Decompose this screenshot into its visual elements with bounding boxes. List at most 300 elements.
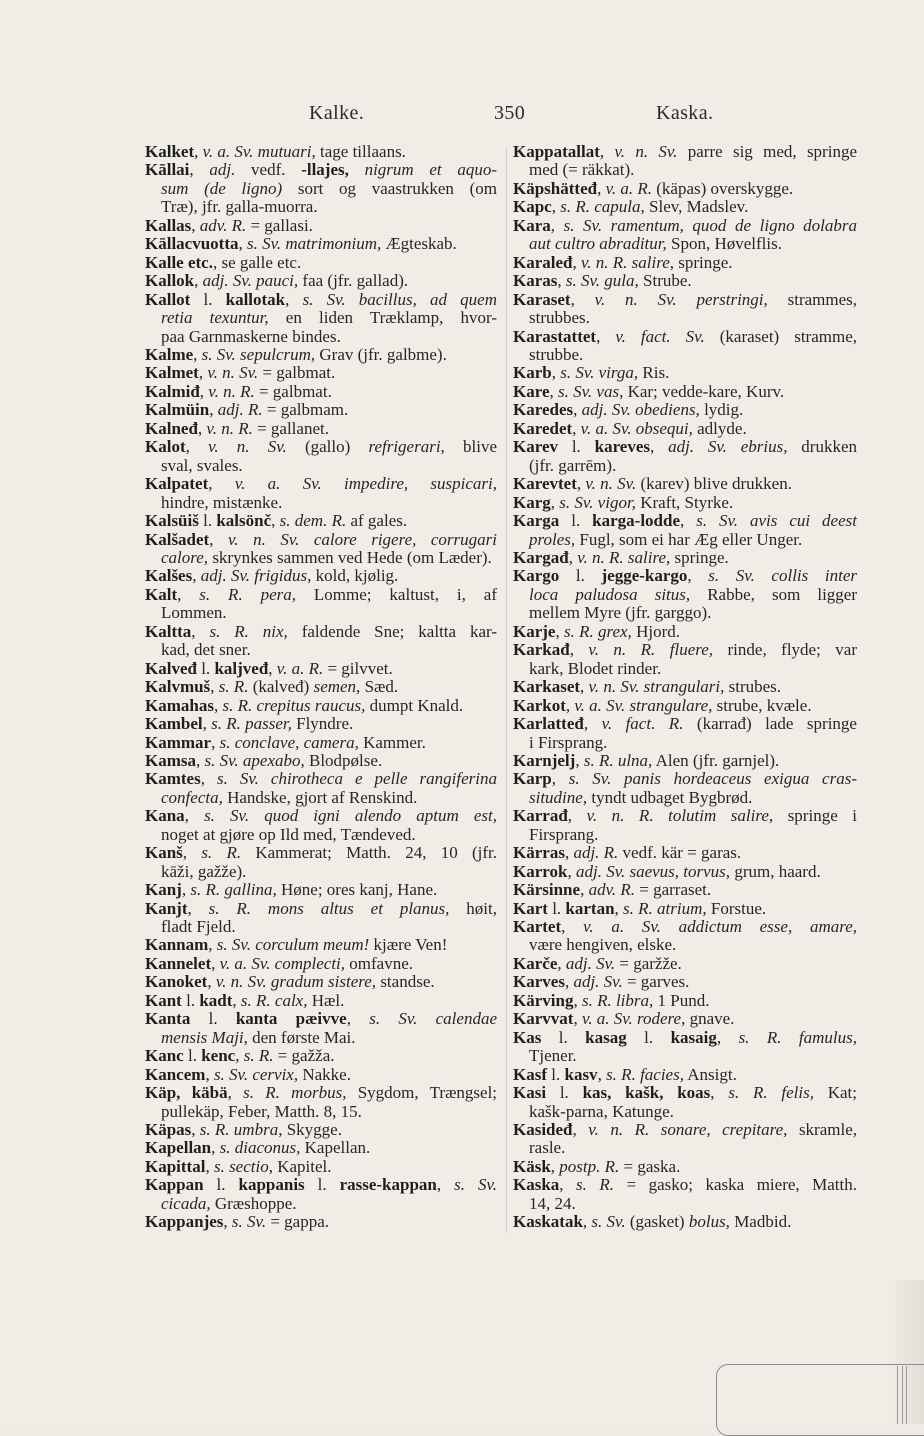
translation: , [572,418,581,438]
translation: Ris. [638,363,670,383]
dictionary-entry [513,752,857,770]
entry-first-line [145,734,497,752]
entry-first-line [513,567,857,585]
entry-first-line [145,1047,497,1065]
headword: Karje [513,621,556,641]
translation: , [198,363,208,383]
translation: , [202,714,212,734]
latin-gloss: v. n. Sv. perstringi, [594,289,768,309]
dictionary-entry [513,272,857,290]
headword: Kapc [513,197,552,217]
translation: være hengiven, elske. [529,935,677,955]
entry-continuation-line [513,660,857,678]
translation: , [346,1009,370,1029]
latin-gloss: adj. Sv. [573,972,623,992]
translation: , [687,566,709,586]
dictionary-entry [145,1158,497,1176]
entry-first-line [145,1176,497,1194]
translation: , [271,511,280,531]
latin-gloss: s. Sv. chirotheca e pelle rangiferina [216,769,498,789]
translation: 1 Pund. [653,990,710,1010]
headword: Kärsinne [513,880,581,900]
translation: , [185,437,209,457]
latin-gloss: adj. Sv. obediens, [581,400,700,420]
translation: , [210,677,219,697]
translation: høit, [449,898,497,918]
dictionary-entry [513,328,857,365]
translation: , [436,1175,455,1195]
dictionary-entry [145,567,497,585]
translation: i Firsprang. [529,732,608,752]
entry-continuation-line [513,235,857,253]
headword: Karvvat [513,1009,574,1029]
headword: Kalmet [145,363,199,383]
translation: sval, svales. [161,455,243,475]
translation: kark, Blodet rinder. [529,658,662,678]
entry-first-line [513,198,857,216]
dictionary-entry [145,900,497,937]
latin-gloss: v. n. Sv. strangulari, [588,677,725,697]
latin-gloss: s. R. morbus, [243,1083,347,1103]
headword: Kappatallat [513,142,600,161]
entry-first-line [513,1176,857,1194]
entry-first-line [145,567,497,585]
headword: kallotak [225,289,286,309]
latin-gloss: s. R. [218,677,249,697]
entry-first-line [145,1139,497,1157]
headword: Kapittal [145,1156,206,1176]
latin-gloss: refrigerari, [368,437,445,457]
latin-gloss: s. Sv. [591,1212,626,1232]
translation: Hjord. [631,621,680,641]
latin-gloss: s. R. nix, [209,621,288,641]
translation: , [194,271,203,291]
translation: , [211,732,220,752]
headword: Karves [513,972,565,992]
entry-first-line [513,1010,857,1028]
dictionary-entry [513,438,857,475]
translation: , [268,658,277,678]
translation: , [573,1009,582,1029]
entry-continuation-line [145,1195,497,1213]
dictionary-entry [145,973,497,991]
entry-first-line [145,475,497,493]
page-edge-line [902,1366,903,1424]
headword: Karaleđ [513,252,573,272]
dictionary-entry [145,752,497,770]
latin-gloss: retia texuntur, [161,308,269,328]
headword: Kärving [513,990,574,1010]
translation: , [710,1083,729,1103]
translation: = garves. [622,972,690,992]
latin-gloss: s. R. libra, [581,990,654,1010]
translation: , [209,529,229,549]
latin-gloss: s. diaconus, [219,1138,301,1158]
headword: kasv [564,1064,598,1084]
dictionary-entry [513,420,857,438]
translation: , [207,972,216,992]
latin-gloss: v. fact. Sv. [615,326,705,346]
headword: Kasi [513,1083,547,1103]
entry-first-line [145,235,497,253]
entry-continuation-line [513,789,857,807]
latin-gloss: s. Sv. vigor, [559,492,636,512]
translation: , [650,437,669,457]
translation: blive [444,437,497,457]
latin-gloss: s. Sv. bacillus, ad quem [302,289,497,309]
left-column [145,143,497,1232]
translation: , [194,142,203,161]
headword: Kalket [145,142,195,161]
translation: (karaset) stramme, [704,326,858,346]
entry-first-line [513,328,857,346]
latin-gloss: s. Sv. gula, [565,271,639,291]
latin-gloss: v. a. Sv. impedire, suspicari, [234,474,497,494]
entry-first-line [513,549,857,567]
headword: Kappan [145,1175,204,1195]
latin-gloss: v. a. Sv. obsequi, [580,418,693,438]
latin-gloss: confecta, [161,787,223,807]
entry-continuation-line [145,328,497,346]
headword: Kamsa [145,750,196,770]
translation: (kalveđ) [248,677,314,697]
headword: kareves [594,437,651,457]
translation: vedf. kär = garas. [618,843,742,863]
translation: faldende Sne; kaltta kar- [287,621,498,641]
headword: Karaset [513,289,571,309]
entry-first-line [145,992,497,1010]
translation: (karrađ) lade springe [683,714,857,734]
entry-first-line [513,973,857,991]
entry-first-line [513,715,857,733]
translation: , [570,289,595,309]
headword: Kanjt [145,898,188,918]
latin-gloss: s. R. [243,1046,274,1066]
latin-gloss: s. Sv. virga, [560,363,639,383]
headword: Kana [145,806,185,826]
entry-continuation-line [145,863,497,881]
translation: Kapitel. [272,1156,332,1176]
translation: Slev, Madslev. [644,197,749,217]
translation: l. [559,511,593,531]
entry-continuation-line [513,586,857,604]
translation: l. [196,658,215,678]
translation: Lommen. [161,603,227,623]
latin-gloss: adj. Sv. saevus, torvus, [575,861,731,881]
entry-continuation-line [513,826,857,844]
dictionary-entry [145,1047,497,1065]
translation: springe i [773,806,857,826]
headword: kartan [565,898,615,918]
latin-gloss: v. fact. R. [601,714,684,734]
entry-continuation-line [513,346,857,364]
dictionary-entry [145,715,497,733]
translation: parre sig med, springe [677,142,857,161]
dictionary-entry [145,807,497,844]
translation: , [596,326,616,346]
translation: Grav (jfr. galbme). [315,344,447,364]
translation: l. [541,1027,586,1047]
headword: Kanta [145,1009,191,1029]
entry-first-line [145,752,497,770]
headword: Kanj [145,880,182,900]
dictionary-entry [513,918,857,955]
translation: Alen (jfr. garnjel). [652,750,780,770]
latin-gloss: s. Sv. [231,1212,267,1232]
headword: Kalmüin [145,400,210,420]
entry-continuation-line [145,789,497,807]
translation: , [205,1064,214,1084]
translation: Madbid. [729,1212,792,1232]
translation: l. [546,1083,583,1103]
translation: , [580,880,589,900]
latin-gloss: s. R. mons altus et planus, [208,898,450,918]
entry-first-line [513,918,857,936]
headword: Kalot [145,437,186,457]
translation: Spon, Høvelflis. [666,234,782,254]
latin-gloss: v. n. Sv. [585,474,637,494]
right-column [513,143,857,1232]
latin-gloss: s. R. grex, [563,621,632,641]
translation: , [557,953,566,973]
latin-gloss: cicada, [161,1193,211,1213]
entry-first-line [513,1084,857,1102]
translation: = galbmat. [254,381,332,401]
entry-first-line [145,955,497,973]
page-tab-mark [716,1364,924,1436]
translation: skrynkes sammen ved Hede (om Læder). [208,547,492,567]
translation: standse. [376,972,435,992]
latin-gloss: s. R. capula, [560,197,645,217]
translation: , [567,806,587,826]
translation: , [716,1027,739,1047]
translation: Kar; vedde-kare, Kurv. [623,381,785,401]
translation: , se galle etc. [212,252,302,272]
translation: (karev) blive drukken. [636,474,792,494]
translation: strubbes. [529,308,590,328]
headword: Kalpatet [145,474,209,494]
headword: Kalle etc. [145,252,213,272]
latin-gloss: v. a. R. [276,658,324,678]
translation: fladt Fjeld. [161,917,236,937]
headword: Kāllai [145,160,190,180]
translation: faa (jfr. gallad). [298,271,409,291]
entry-continuation-line [513,1139,857,1157]
dictionary-entry [513,1029,857,1066]
latin-gloss: s. conclave, camera, [219,732,359,752]
dictionary-entry [513,401,857,419]
translation: l. [558,437,595,457]
headword: Karastattet [513,326,597,346]
latin-gloss: s. R. facies, [606,1064,684,1084]
headword: Karedes [513,400,574,420]
headword: Kara [513,215,551,235]
translation: , [580,677,589,697]
translation: , [680,511,697,531]
translation: l. [198,511,217,531]
translation: Høne; ores kanj, Hane. [276,880,438,900]
headword: Karrađ [513,806,568,826]
headword: Käpas [145,1120,192,1140]
dictionary-entry [513,1121,857,1158]
headword: jegge-kargo [601,566,688,586]
translation: gnave. [685,1009,735,1029]
latin-gloss: v. n. Sv. [614,142,678,161]
entry-first-line [513,992,857,1010]
headword: Karlatteđ [513,714,584,734]
translation: , [550,1156,560,1176]
latin-gloss: v. n. R. salire, [577,547,671,567]
translation: , [191,215,200,235]
latin-gloss: adj. [209,160,236,180]
dictionary-entry [513,1158,857,1176]
dictionary-entry [513,364,857,382]
translation: , [561,917,584,937]
latin-gloss: v. a. R. [605,178,652,198]
dictionary-entry [513,217,857,254]
translation: , [567,861,576,881]
headword: Kart [513,898,548,918]
translation: = gasko; kaska miere, Matth. [614,1175,858,1195]
latin-gloss: s. Sv. vas, [558,381,624,401]
latin-gloss: s. dem. R. [279,511,347,531]
dictionary-entry [145,1121,497,1139]
dictionary-entry [513,881,857,899]
entry-first-line [513,881,857,899]
translation: Forstue. [706,898,767,918]
latin-gloss: s. R. atrium, [623,898,707,918]
headword: Kargo [513,566,560,586]
entry-first-line [513,291,857,309]
dictionary-entry [145,734,497,752]
latin-gloss: adv. R. [588,880,635,900]
entry-first-line [145,420,497,438]
translation: Kapellan. [300,1138,371,1158]
headword: Kaskatak [513,1212,583,1232]
translation: tyndt udbaget Bygbrød. [587,787,753,807]
latin-gloss: situdine, [529,787,588,807]
translation: rasle. [529,1138,566,1158]
dictionary-entry [145,623,497,660]
headword: Kalt [145,584,178,604]
entry-first-line [513,1121,857,1139]
headword: kenc [201,1046,236,1066]
latin-gloss: postp. R. [559,1156,620,1176]
entry-first-line [145,844,497,862]
translation: kašk-parna, Katunge. [529,1101,674,1121]
entry-first-line [145,697,497,715]
entry-first-line [145,623,497,641]
translation: l. [626,1027,671,1047]
entry-first-line [145,807,497,825]
latin-gloss: sum (de ligno) [161,178,283,198]
translation: hindre, mistænke. [161,492,283,512]
latin-gloss: s. Sv. [454,1175,497,1195]
latin-gloss: semen, [313,677,361,697]
headword: Kalneđ [145,418,198,438]
dictionary-entry [145,346,497,364]
dictionary-entry [145,438,497,475]
headword: Käpshätteđ [513,178,598,198]
translation: , [285,289,303,309]
translation: , [205,1156,214,1176]
dictionary-entry [513,383,857,401]
entry-continuation-line [145,180,497,198]
translation: Flyndre. [291,714,354,734]
entry-continuation-line [145,549,497,567]
translation: , [189,160,210,180]
headword: kas, kašk, koas [582,1083,711,1103]
entry-continuation-line [145,1103,497,1121]
dictionary-entry [145,364,497,382]
translation: , [181,880,191,900]
translation: = gallasi. [246,215,313,235]
entry-first-line [513,641,857,659]
latin-gloss: calore, [161,547,209,567]
dictionary-entry [513,512,857,549]
headword: Kamahas [145,695,214,715]
headword: Kare [513,381,550,401]
latin-gloss: adj. Sv. ebrius, [668,437,788,457]
dictionary-entry [145,217,497,235]
entry-continuation-line [145,457,497,475]
headword: Karga [513,511,560,531]
translation: en liden Træklamp, hvor- [268,308,497,328]
entry-first-line [513,807,857,825]
page-edge-line [906,1366,907,1424]
translation: = gilvvet. [323,658,393,678]
entry-first-line [513,863,857,881]
headword: kadt [199,990,233,1010]
headword: Kalšadet [145,529,210,549]
translation: , [193,344,202,364]
translation: , [196,750,205,770]
entry-first-line [513,1213,857,1231]
latin-gloss: v. n. R. [208,381,255,401]
entry-first-line [145,1121,497,1139]
translation: Sæd. [360,677,399,697]
entry-first-line [145,291,497,309]
translation: , [597,1064,607,1084]
headword: Karče [513,953,558,973]
dictionary-entry [513,697,857,715]
headword: Kallot [145,289,191,309]
dictionary-entry [513,900,857,918]
headword: -llajes, [301,160,349,180]
latin-gloss: adj. R. [217,400,263,420]
translation: Kat; [813,1083,857,1103]
translation: , [551,197,561,217]
translation: grum, haard. [730,861,821,881]
translation: , [564,972,574,992]
translation: = galbmam. [262,400,349,420]
translation: Strube. [638,271,692,291]
entry-first-line [145,383,497,401]
translation: = garžže. [615,953,682,973]
translation: (käpas) overskygge. [652,178,794,198]
headword: Karas [513,271,558,291]
latin-gloss: s. R. passer, [211,714,292,734]
entry-first-line [145,217,497,235]
latin-gloss: v. n. Sv. gradum sistere, [215,972,377,992]
translation: strubbe. [529,344,584,364]
latin-gloss: s. Sv. avis cui deest [696,511,857,531]
latin-gloss: adj. R. [573,843,619,863]
entry-continuation-line [513,1047,857,1065]
translation: , [223,1212,232,1232]
headword: Kartet [513,917,562,937]
entry-first-line [513,217,857,235]
